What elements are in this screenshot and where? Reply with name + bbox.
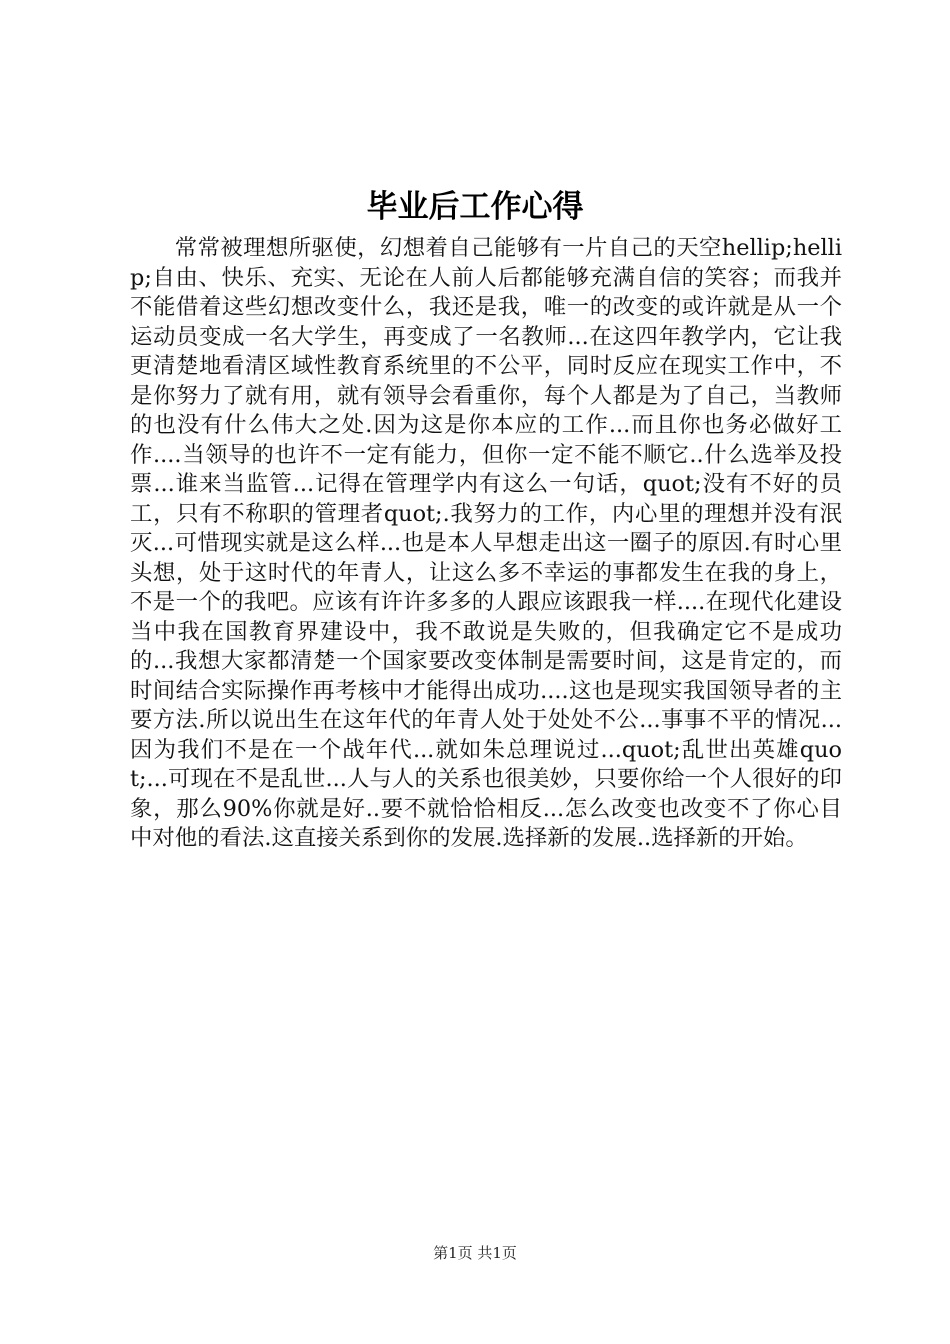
- document-title: 毕业后工作心得: [366, 189, 584, 225]
- body-paragraph: 常常被理想所驱使，幻想着自己能够有一片自己的天空hellip;hellip;自由、快乐、充实、无论在人前人后都能够充满自信的笑容；而我并不能借着这些幻想改变什么，我还是我，唯一的改变的或许就是从一个运动员变成一名大学生，再变成了一名教师...在这四年教学内，它让我更清楚地看清区域性教育系统里的不公平，同时反应在现实工作中，不是你努力了就有用，就有领导会看重你，每个人都是为了自己，当教师的也没有什么伟大之处.因为这是你本应的工作...而且你也务必做好工作....当领导的也许不一定有能力，但你一定不能不顺它..什么选举及投票...谁来当监管...记得在管理学内有这么一句话，quot;没有不好的员工，只有不称职的管理者quot;.我努力的工作，内心里的理想并没有泯灭...可惜现实就是这么样...也是本人早想走出这一圈子的原因.有时心里头想，处于这时代的年青人，让这么多不幸运的事都发生在我的身上，不是一个的我吧。应该有许许多多的人跟应该跟我一样....在现代化建设当中我在国教育界建设中，我不敢说是失败的，但我确定它不是成功的...我想大家都清楚一个国家要改变体制是需要时间，这是肯定的，而时间结合实际操作再考核中才能得出成功....这也是现实我国领导者的主要方法.所以说出生在这年代的年青人处于处处不公...事事不平的情况...因为我们不是在一个战年代...就如朱总理说过...quot;乱世出英雄quot;...可现在不是乱世...人与人的关系也很美妙，只要你给一个人很好的印象，那么90%你就是好..要不就恰恰相反...怎么改变也改变不了你心目中对他的看法.这直接关系到你的发展.选择新的发展..选择新的开始。: [130, 235, 842, 851]
- page-footer: 第1页 共1页: [433, 1244, 517, 1262]
